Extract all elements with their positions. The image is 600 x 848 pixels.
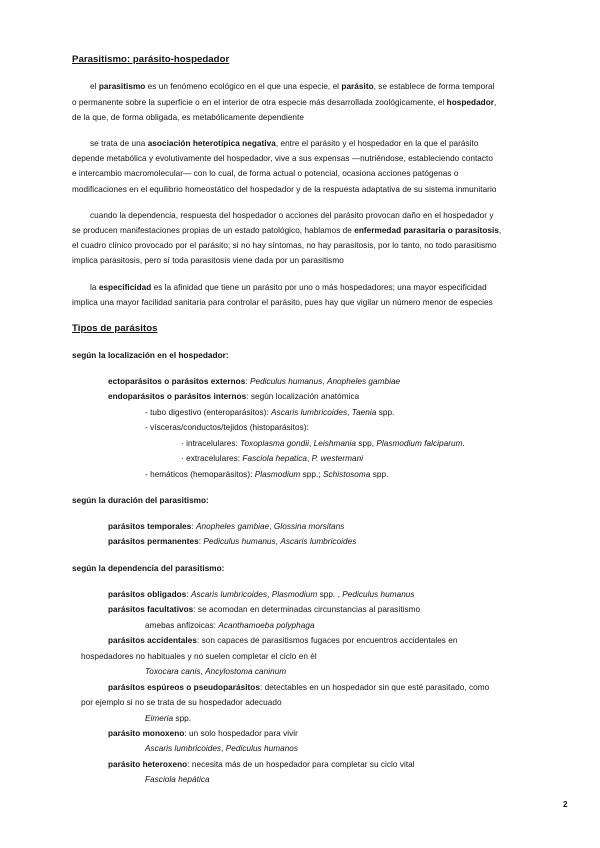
item-espureos: parásitos espúreos o pseudoparásitos: detectables en un hospedador sin que esté parasitado, como bbox=[108, 683, 490, 692]
paragraph-parasitosis-line-3: el cuadro clínico provocado por el parásito; si no hay síntomas, no hay parasitosis, por lo tanto, no todo parasitismo bbox=[72, 241, 497, 250]
item-accidentales-examples: Toxocara canis, Ancylostoma caninum bbox=[145, 667, 287, 676]
section-title-tipos: Tipos de parásitos bbox=[72, 323, 158, 334]
paragraph-parasitismo-line-2: o permanente sobre la superficie o en el interior de otra especie más desarrollada zoológicamente, el hospedador, bbox=[72, 98, 497, 107]
paragraph-parasitosis-line-4: implica parasitosis, pero sí toda parasitosis viene dada por un parasitismo bbox=[72, 256, 344, 265]
paragraph-asociacion-line-1: se trata de una asociación heterotípica negativa, entre el parásito y el hospedador en la que el parásito bbox=[90, 139, 479, 148]
item-temporales: parásitos temporales: Anopheles gambiae, Glossina morsitans bbox=[108, 522, 345, 531]
item-facultativos: parásitos facultativos: se acomodan en determinadas circunstancias al parasitismo bbox=[108, 605, 421, 614]
item-visceras: - vísceras/conductos/tejidos (histoparásitos): bbox=[145, 423, 309, 432]
item-accidentales-line-2: hospedadores no habituales y no suelen completar el ciclo en él bbox=[81, 652, 317, 661]
paragraph-parasitismo-line-3: de la que, de forma obligada, es metabólicamente dependiente bbox=[72, 113, 304, 122]
paragraph-parasitismo-line-1: el parasitismo es un fenómeno ecológico en el que una especie, el parásito, se establece de forma temporal bbox=[90, 82, 495, 91]
item-espureos-line-2: por ejemplo si no se trata de su hospedador adecuado bbox=[81, 698, 282, 707]
subheading-localizacion: según la localización en el hospedador: bbox=[72, 351, 229, 360]
item-intracelulares: · intracelulares: Toxoplasma gondii, Leishmania spp, Plasmodium falciparum. bbox=[181, 439, 465, 448]
subheading-duracion: según la duración del parasitismo: bbox=[72, 496, 209, 505]
item-heteroxeno-example: Fasciola hepática bbox=[145, 775, 210, 784]
paragraph-asociacion-line-2: depende metabólica y evolutivamente del hospedador, vive a sus expensas —nutriéndose, estableciendo contacto bbox=[72, 154, 493, 163]
item-monoxeno: parásito monoxeno: un solo hospedador para vivir bbox=[108, 729, 298, 738]
item-extracelulares: · extracelulares: Fasciola hepatica, P. westermani bbox=[181, 454, 364, 463]
paragraph-asociacion-line-3: e intercambio macromolecular— con lo cual, de forma actual o potencial, ocasiona acciones patógenas o bbox=[72, 169, 459, 178]
item-monoxeno-examples: Ascaris lumbricoides, Pediculus humanos bbox=[145, 744, 299, 753]
paragraph-asociacion-line-4: modificaciones en el equilibrio homeostático del hospedador y de la respuesta adaptativa de su sistema inmunitario bbox=[72, 185, 497, 194]
item-ectoparasitos: ectoparásitos o parásitos externos: Pediculus humanus, Anopheles gambiae bbox=[108, 377, 401, 386]
paragraph-especificidad-line-1: la especificidad es la afinidad que tiene un parásito por uno o más hospedadores; una mayor especificidad bbox=[90, 283, 487, 292]
item-accidentales: parásitos accidentales: son capaces de parasitismos fugaces por encuentros accidentales en bbox=[108, 636, 458, 645]
subheading-dependencia: según la dependencia del parasitismo: bbox=[72, 564, 225, 573]
paragraph-especificidad-line-2: implica una mayor facilidad sanitaria para controlar el parásito, pues hay que vigilar un número menor de especies bbox=[72, 298, 493, 307]
page-title: Parasitismo: parásito-hospedador bbox=[72, 54, 230, 65]
item-endoparasitos: endoparásitos o parásitos internos: según localización anatómica bbox=[108, 392, 360, 401]
item-obligados: parásitos obligados: Ascaris lumbricoides, Plasmodium spp. , Pediculus humanus bbox=[108, 590, 415, 599]
item-espureos-example: Eimeria spp. bbox=[145, 714, 192, 723]
paragraph-parasitosis-line-2: se producen manifestaciones propias de un estado patológico, hablamos de enfermedad parasitaria o parasitosis, bbox=[72, 226, 502, 235]
paragraph-parasitosis-line-1: cuando la dependencia, respuesta del hospedador o acciones del parásito provocan daño en el hospedador y bbox=[90, 211, 494, 220]
item-tubo-digestivo: - tubo digestivo (enteroparásitos): Ascaris lumbricoides, Taenia spp. bbox=[145, 408, 395, 417]
page-number: 2 bbox=[563, 800, 568, 809]
item-hematicos: - hemáticos (hemoparásitos): Plasmodium spp.; Schistosoma spp. bbox=[145, 470, 389, 479]
item-amebas: amebas anfizoicas: Acanthamoeba polyphaga bbox=[145, 621, 315, 630]
item-heteroxeno: parásito heteroxeno: necesita más de un hospedador para completar su ciclo vital bbox=[108, 760, 415, 769]
item-permanentes: parásitos permanentes: Pediculus humanus, Ascaris lumbricoides bbox=[108, 537, 357, 546]
